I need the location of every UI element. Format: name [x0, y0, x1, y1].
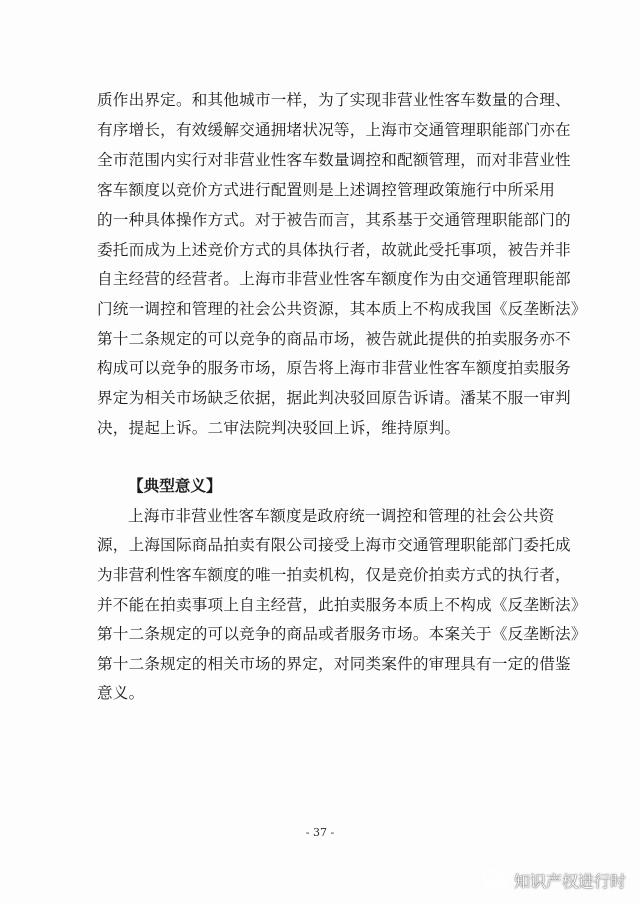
paragraph-line: 门统一调控和管理的社会公共资源，其本质上不构成我国《反垄断法》	[97, 300, 587, 318]
paragraph-line: 第十二条规定的相关市场的界定，对同类案件的审理具有一定的借鉴	[97, 655, 571, 673]
paragraph-line: 界定为相关市场缺乏依据，据此判决驳回原告诉请。潘某不服一审判	[97, 389, 571, 407]
page-number: - 37 -	[305, 826, 335, 839]
paragraph-line: 第十二条规定的可以竞争的商品或者服务市场。本案关于《反垄断法》	[97, 625, 587, 643]
paragraph-line: 客车额度以竞价方式进行配置则是上述调控管理政策施行中所采用	[97, 181, 556, 199]
paragraph-line: 上海市非营业性客车额度是政府统一调控和管理的社会公共资	[128, 507, 555, 525]
paragraph-line: 为非营利性客车额度的唯一拍卖机构，仅是竞价拍卖方式的执行者，	[97, 566, 571, 584]
paragraph-line: 并不能在拍卖事项上自主经营，此拍卖服务本质上不构成《反垄断法》	[97, 596, 587, 614]
paragraph-line: 质作出界定。和其他城市一样，为了实现非营业性客车数量的合理、	[97, 91, 571, 109]
paragraph-line: 源，上海国际商品拍卖有限公司接受上海市交通管理职能部门委托成	[97, 536, 571, 554]
paragraph-line: 自主经营的经营者。上海市非营业性客车额度作为由交通管理职能部	[97, 270, 571, 288]
paragraph-line: 全市范围内实行对非营业性客车数量调控和配额管理，而对非营业性	[97, 151, 571, 169]
wechat-icon	[482, 869, 508, 891]
paragraph-line: 第十二条规定的可以竞争的商品市场，被告就此提供的拍卖服务亦不	[97, 330, 571, 348]
section-heading: 【典型意义】	[128, 476, 222, 495]
paragraph-line: 构成可以竞争的服务市场，原告将上海市非营业性客车额度拍卖服务	[97, 359, 571, 377]
watermark-text: 知识产权进行时	[513, 871, 626, 891]
watermark	[482, 867, 626, 893]
paragraph-line: 决，提起上诉。二审法院判决驳回上诉，维持原判。	[97, 419, 461, 437]
paragraph-line: 委托而成为上述竞价方式的具体执行者，故就此受托事项，被告并非	[97, 241, 571, 259]
paragraph-line: 的一种具体操作方式。对于被告而言，其系基于交通管理职能部门的	[97, 211, 571, 229]
paragraph-line: 有序增长，有效缓解交通拥堵状况等，上海市交通管理职能部门亦在	[97, 121, 571, 139]
paragraph-line: 意义。	[97, 684, 145, 702]
